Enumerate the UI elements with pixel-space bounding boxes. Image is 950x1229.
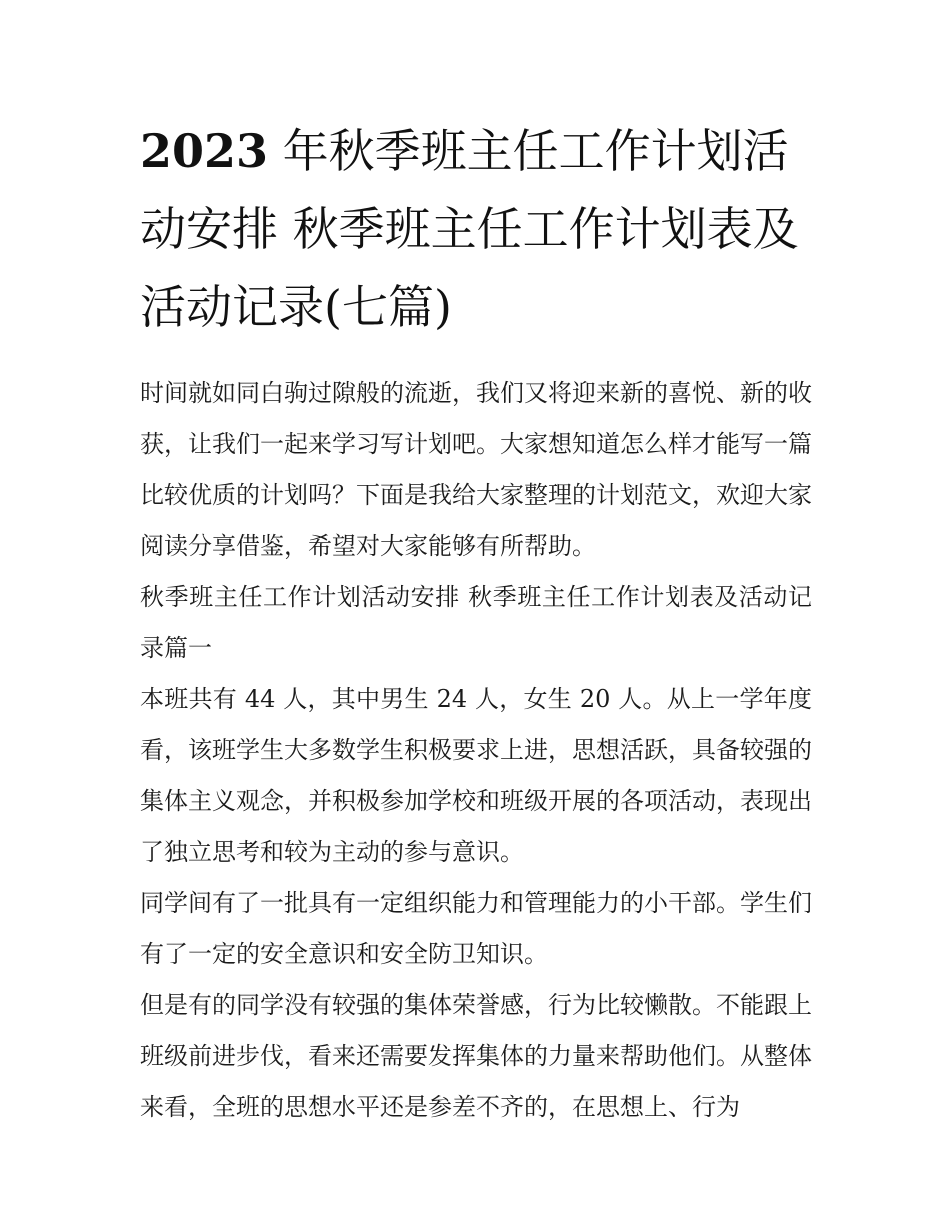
document-body bbox=[140, 368, 812, 1133]
class-overview-paragraph: 本班共有 44 人，其中男生 24 人，女生 20 人。从上一学年度看，该班学生大多数学生积极要求上进，思想活跃，具备较强的集体主义观念，并积极参加学校和班级开展的各项活动，表现出了独立思考和较为主动的参与意识。 bbox=[140, 685, 812, 866]
document-title bbox=[140, 112, 812, 346]
student-cadre-paragraph: 同学间有了一批具有一定组织能力和管理能力的小干部。学生们有了一定的安全意识和安全防卫知识。 bbox=[140, 889, 812, 968]
section-heading: 秋季班主任工作计划活动安排 秋季班主任工作计划表及活动记录篇一 bbox=[140, 583, 812, 662]
title-text: 年秋季班主任工作计划活动安排 秋季班主任工作计划表及活动记录(七篇) bbox=[140, 124, 799, 334]
title-year: 2023 bbox=[140, 124, 269, 178]
document-content bbox=[140, 112, 812, 1133]
intro-paragraph: 时间就如同白驹过隙般的流逝，我们又将迎来新的喜悦、新的收获，让我们一起来学习写计划吧。大家想知道怎么样才能写一篇比较优质的计划吗？下面是我给大家整理的计划范文，欢迎大家阅读分享借鉴，希望对大家能够有所帮助。 bbox=[140, 379, 812, 560]
issues-paragraph: 但是有的同学没有较强的集体荣誉感，行为比较懒散。不能跟上班级前进步伐，看来还需要发挥集体的力量来帮助他们。从整体来看，全班的思想水平还是参差不齐的，在思想上、行为 bbox=[140, 991, 812, 1121]
